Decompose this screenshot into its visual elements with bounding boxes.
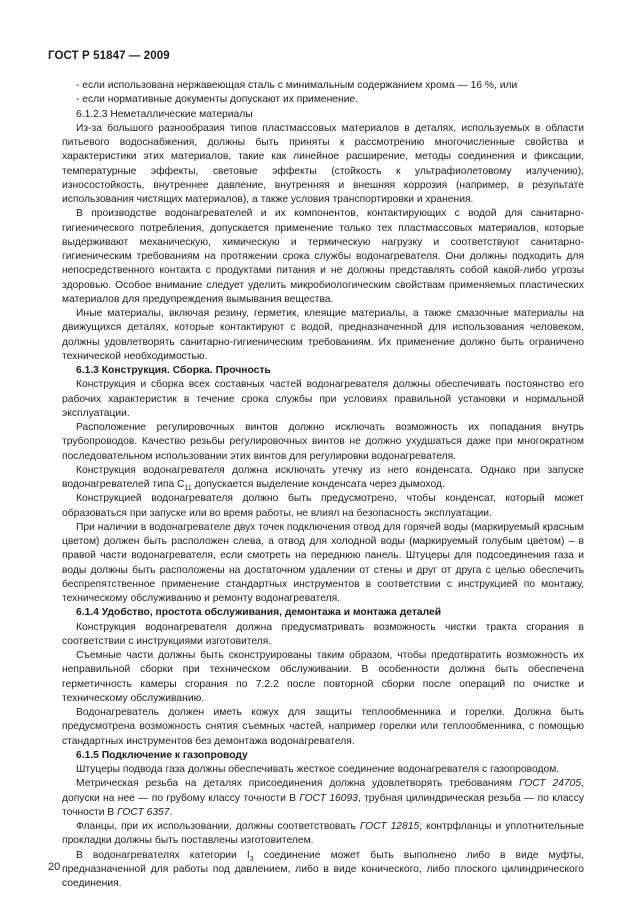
paragraph: Штуцеры подвода газа должны обеспечивать жесткое соединение водонагревателя с газопроводом. <box>76 764 560 775</box>
paragraph: Конструкция и сборка всех составных частей водонагревателя должны обеспечивать постоянство его рабочих характеристик в течение срока службы при условиях правильной установки и нормальной эксплуатации. <box>62 379 584 419</box>
paragraph: Расположение регулировочных винтов должно исключать возможность их попадания внутрь трубопроводов. Качество резьбы регулировочных винтов не должно ухудшаться даже при многократном последовательном использовании этих винтов для регулировки водонагревателя. <box>62 422 584 462</box>
paragraph: При наличии в водонагревателе двух точек подключения отвод для горячей воды (маркируемый красным цветом) должен быть расположен слева, а отвод для холодной воды (маркируемый голубым цветом) – в правой части водонагревателя, если смотреть на переднюю панель. Штуцеры для подсоединения газа и воды должны быть расположены на достаточном удалении от стены и друг от друга с целью обеспечить беспрепятственное применение стандартных инструментов в соответствии с инструкцией по монтажу, техническому обслуживанию и ремонту водонагревателя. <box>62 521 584 604</box>
subsection-title: 6.1.2.3 Неметаллические материалы <box>76 108 253 120</box>
text-run: . <box>169 806 173 818</box>
section-heading: 6.1.4 Удобство, простота обслуживания, демонтажа и монтажа деталей <box>76 607 442 619</box>
paragraph <box>62 849 584 892</box>
paragraph: Из-за большого разнообразия типов пластмассовых материалов в деталях, используемых в области питьевого водоснабжения, должны быть приняты к рассмотрению многочисленные свойства и характеристики этих материалов, такие как линейное расширение, методы соединения и фиксации, температурные эффекты, световые эффекты (стойкость к ультрафиолетовому излучению), износостойкость, внутреннее давление, внутренняя и внешняя коррозия (например, в результате использования чистящих материалов), а также условия транспортировки и хранения. <box>62 122 584 205</box>
text-run: Конструкция водонагревателя должна исключать утечку из него конденсата. Однако при запуске водонагревателей типа С <box>62 464 584 490</box>
standard-reference: ГОСТ 24705 <box>518 778 582 790</box>
standard-reference: ГОСТ 16093 <box>299 792 358 804</box>
subscript: 11 <box>184 485 192 493</box>
section-heading: 6.1.3 Конструкция. Сборка. Прочность <box>76 365 271 376</box>
text-run: ; контрфланцы и уплотнительные прокладки должны быть поставлены изготовителем. <box>62 821 584 847</box>
paragraph: Водонагреватель должен иметь кожух для защиты теплообменника и горелки. Должна быть предусмотрена возможность снятия съемных частей, например горелки или теплообменника, с помощью стандартных инструментов без демонтажа водонагревателя. <box>62 707 584 747</box>
paragraph <box>62 820 584 849</box>
paragraph: - если нормативные документы допускают их применение. <box>76 94 359 106</box>
paragraph <box>62 777 584 820</box>
standard-reference: ГОСТ 6357 <box>117 806 170 818</box>
paragraph: В производстве водонагревателей и их компонентов, контактирующих с водой для санитарно-гигиенического потребления, допускается применение только тех пластмассовых материалов, которые выдерживают механическую, химическую и термическую нагрузку и соответствуют санитарно-гигиеническим требованиям на протяжении срока службы водонагревателя. Они должны подходить для непосредственного контакта с продуктами питания и не должны представлять собой какой-либо угрозы здоровью. Особое внимание следует уделить микробиологическим свойствам применяемых пластических материалов для предупреждения вымывания вещества. <box>62 208 584 305</box>
text-run: В водонагревателях категории I <box>76 849 250 861</box>
paragraph: - если использована нержавеющая сталь с минимальным содержанием хрома — 16 %, или <box>76 80 518 91</box>
paragraph: Иные материалы, включая резину, герметик, клеящие материалы, а также смазочные материалы на движущихся деталях, которые контактируют с водой, предназначенной для использования человеком, должны удовлетворять санитарно-гигиеническим требованиям. Их применение должно быть ограничено технической необходимостью. <box>62 308 584 362</box>
text-run: соединение может быть выполнено либо в виде муфты, предназначенной для работы под давлением, либо в виде конического, либо плоского цилиндрического соединения. <box>62 849 585 889</box>
text-run: , трубная цилиндрическая резьба — по классу точности В <box>62 792 584 818</box>
paragraph: Съемные части должны быть сконструированы таким образом, чтобы предотвратить возможность их неправильной сборки при техническом обслуживании. В особенности должна быть обеспечена герметичность камеры сгорания по 7.2.2 после повторной сборки после операций по очистке и техническому обслуживанию. <box>62 650 584 704</box>
text-run: Фланцы, при их использовании, должны соответствовать <box>76 821 360 832</box>
page-number: 20 <box>48 861 61 873</box>
text-run: , допуски на нее — по грубому классу точности В <box>62 778 584 804</box>
paragraph: Конструкция водонагревателя должна предусматривать возможность чистки тракта сгорания в соответствии с инструкциями изготовителя. <box>62 621 584 647</box>
standard-reference: ГОСТ 12815 <box>359 821 420 832</box>
text-run: допускается выделение конденсата через дымоход. <box>191 479 445 490</box>
paragraph <box>62 464 584 493</box>
paragraph: Конструкцией водонагревателя должно быть предусмотрено, чтобы конденсат, который может образоваться при запуске или во время работы, не влиял на безопасность эксплуатации. <box>62 493 584 519</box>
document-header: ГОСТ Р 51847 — 2009 <box>48 50 170 62</box>
document-body <box>62 79 584 891</box>
subscript: 3 <box>249 855 254 863</box>
section-heading: 6.1.5 Подключение к газопроводу <box>76 749 248 761</box>
text-run: Метрическая резьба на деталях присоединения должна удовлетворять требованиям <box>76 778 519 790</box>
